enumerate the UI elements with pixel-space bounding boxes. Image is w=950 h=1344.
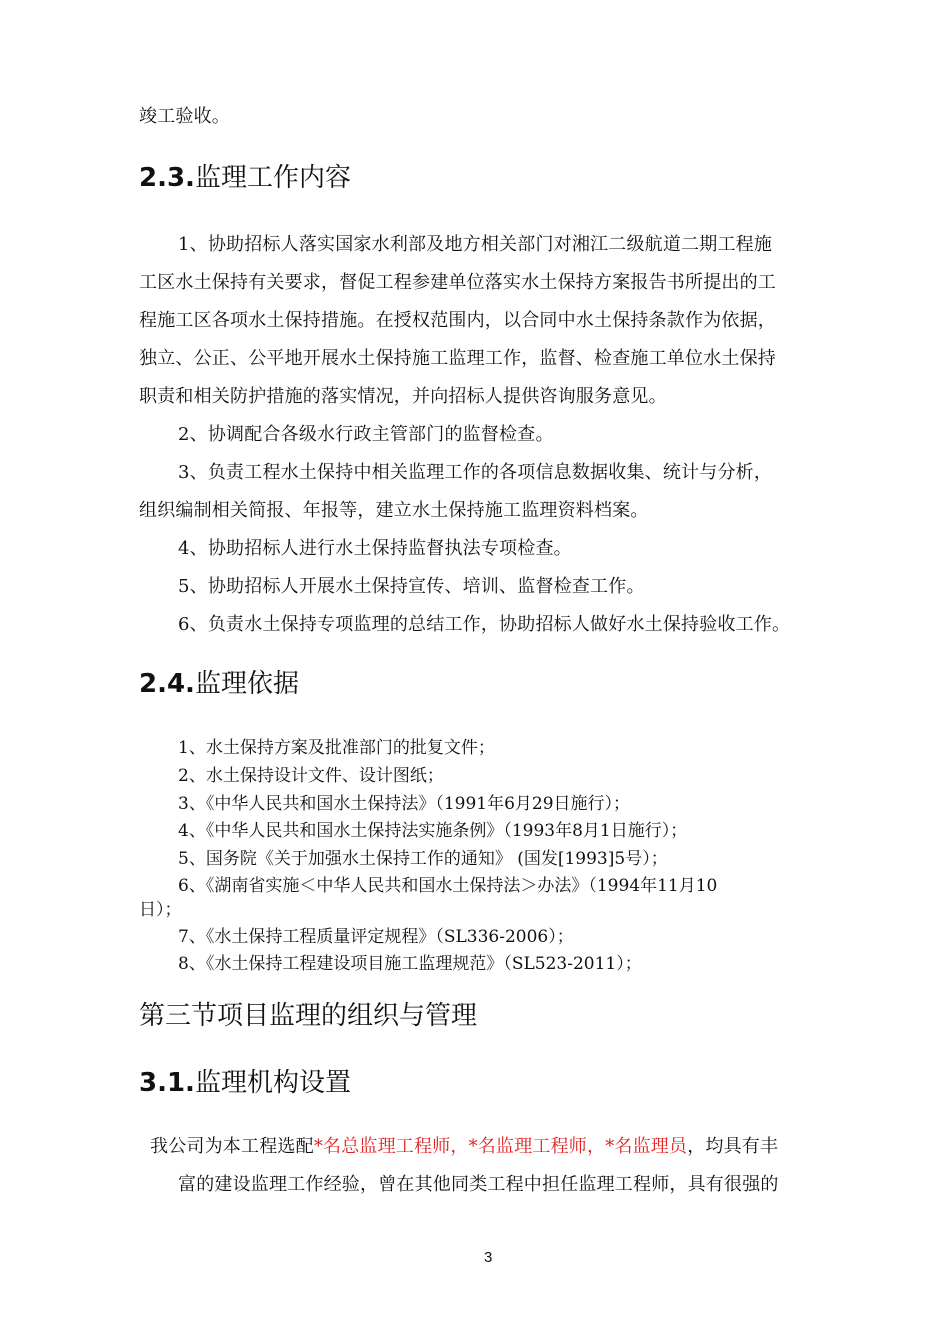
content-item-5: 5、协助招标人开展水土保持宣传、培训、监督检查工作。 (178, 576, 645, 597)
content-item-6: 6、负责水土保持专项监理的总结工作，协助招标人做好水土保持验收工作。 (178, 614, 791, 635)
section-title: 监理依据 (194, 669, 299, 699)
content-item-1-line-1: 1、协助招标人落实国家水利部及地方相关部门对湘江二级航道二期工程施 (178, 234, 773, 255)
org-paragraph-line-2: 富的建设监理工作经验，曾在其他同类工程中担任监理工程师，具有很强的 (178, 1174, 779, 1195)
page-number: 3 (484, 1249, 493, 1266)
content-item-4: 4、协助招标人进行水土保持监督执法专项检查。 (178, 538, 572, 559)
content-item-1-line-4: 独立、公正、公平地开展水土保持施工监理工作，监督、检查施工单位水土保持 (139, 348, 776, 369)
basis-item-1: 1、水土保持方案及批准部门的批复文件； (178, 738, 495, 758)
section-number: 2.3. (139, 163, 195, 193)
chapter-heading-3: 第三节项目监理的组织与管理 (139, 1001, 478, 1031)
org-prefix: 我公司为本工程选配 (150, 1136, 314, 1157)
section-title: 监理工作内容 (194, 163, 351, 193)
basis-item-3: 3、《中华人民共和国水土保持法》（1991年6月29日施行）； (178, 794, 631, 814)
org-staffing-placeholder: *名总监理工程师，*名监理工程师，*名监理员 (313, 1136, 688, 1157)
section-number: 2.4. (139, 669, 195, 699)
content-item-3-line-1: 3、负责工程水土保持中相关监理工作的各项信息数据收集、统计与分析， (178, 462, 773, 483)
basis-item-6-continued: 日）； (139, 900, 182, 920)
basis-item-2: 2、水土保持设计文件、设计图纸； (178, 766, 444, 786)
org-paragraph-line-1 (150, 1138, 778, 1156)
section-heading-2-4 (139, 671, 299, 697)
content-item-2: 2、协调配合各级水行政主管部门的监督检查。 (178, 424, 554, 445)
basis-item-5: 5、国务院《关于加强水土保持工作的通知》 (国发[1993]5号）； (178, 849, 668, 869)
basis-item-8: 8、《水土保持工程建设项目施工监理规范》（SL523-2011）； (178, 954, 642, 974)
section-title: 监理机构设置 (194, 1068, 351, 1098)
section-number: 3.1. (139, 1068, 195, 1098)
content-item-1-line-3: 程施工区各项水土保持措施。在授权范围内，以合同中水土保持条款作为依据， (139, 310, 776, 331)
section-heading-2-3 (139, 165, 351, 191)
content-item-1-line-2: 工区水土保持有关要求，督促工程参建单位落实水土保持方案报告书所提出的工 (139, 272, 776, 293)
org-suffix: ，均具有丰 (687, 1136, 779, 1157)
content-item-3-line-2: 组织编制相关简报、年报等，建立水土保持施工监理资料档案。 (139, 500, 649, 521)
section-heading-3-1 (139, 1070, 351, 1096)
basis-item-7: 7、《水土保持工程质量评定规程》（SL336-2006）； (178, 927, 574, 947)
basis-item-4: 4、《中华人民共和国水土保持法实施条例》（1993年8月1日施行）； (178, 821, 688, 841)
top-continuation-line: 竣工验收。 (139, 106, 230, 127)
basis-item-6: 6、《湖南省实施＜中华人民共和国水土保持法＞办法》（1994年11月10 (178, 876, 718, 896)
content-item-1-line-5: 职责和相关防护措施的落实情况，并向招标人提供咨询服务意见。 (139, 386, 667, 407)
